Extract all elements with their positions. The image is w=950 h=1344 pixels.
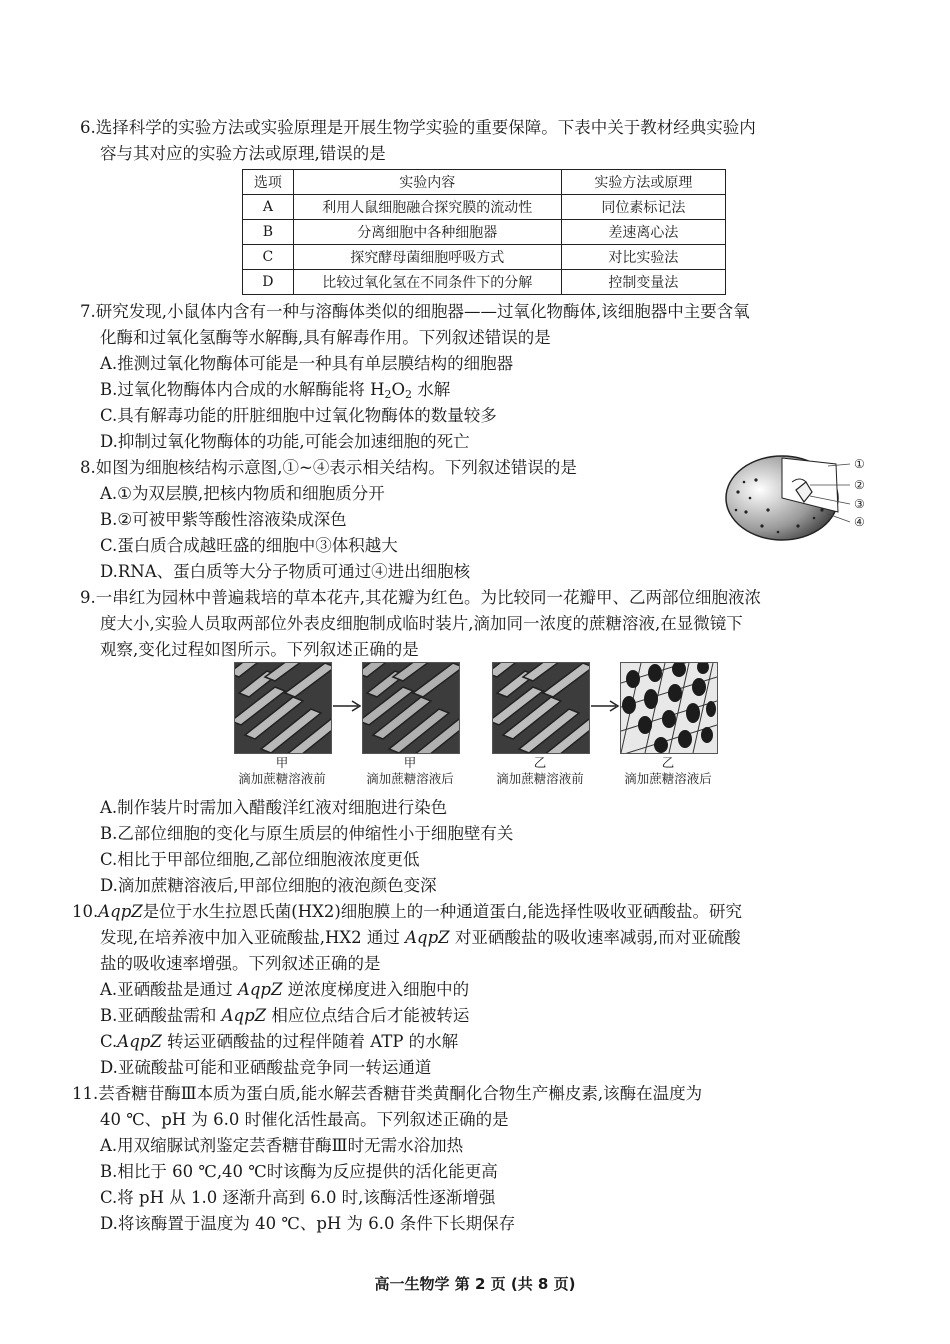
diagram-label-2: ② (854, 478, 865, 492)
q6-stem-line2: 容与其对应的实验方法或原理,错误的是 (100, 144, 386, 163)
q9-option-d: D.滴加蔗糖溶液后,甲部位细胞的液泡颜色变深 (100, 876, 437, 895)
arrow-icon (332, 699, 362, 713)
table-cell: 同位素标记法 (561, 195, 725, 220)
table-row (243, 195, 726, 220)
table-cell: 比较过氧化氢在不同条件下的分解 (293, 270, 561, 295)
q8-option-a: A.①为双层膜,把核内物质和细胞质分开 (100, 484, 385, 503)
micrograph-yi-before (492, 662, 590, 754)
q7-option-b-text: B.过氧化物酶体内合成的水解酶能将 H (100, 380, 385, 399)
gene-name: AqpZ (237, 980, 283, 999)
micrograph-yi-after (620, 662, 718, 754)
q10-text: B.亚硒酸盐需和 (100, 1006, 222, 1025)
table-cell: 探究酵母菌细胞呼吸方式 (293, 245, 561, 270)
table-cell: 利用人鼠细胞融合探究膜的流动性 (293, 195, 561, 220)
caption-jia-after (345, 755, 475, 787)
q9-option-c: C.相比于甲部位细胞,乙部位细胞液浓度更低 (100, 850, 420, 869)
q6-experiment-table (242, 169, 726, 295)
q10-number: 10. (72, 902, 99, 921)
caption-part: 甲 (403, 755, 417, 770)
micrograph-jia-before (234, 662, 332, 754)
q10-text: 转运亚硒酸盐的过程伴随着 ATP 的水解 (161, 1032, 459, 1051)
q7-stem-line2: 化酶和过氧化氢酶等水解酶,具有解毒作用。下列叙述错误的是 (100, 328, 551, 347)
gene-name: AqpZ (98, 902, 143, 921)
q11-stem-line2: 40 ℃、pH 为 6.0 时催化活性最高。下列叙述正确的是 (100, 1110, 509, 1129)
q8-stem-line1: 8.如图为细胞核结构示意图,①~④表示相关结构。下列叙述错误的是 (80, 458, 577, 477)
q9-option-b: B.乙部位细胞的变化与原生质层的伸缩性小于细胞壁有关 (100, 824, 514, 843)
arrow-icon (590, 699, 620, 713)
q7-stem-line1: 7.研究发现,小鼠体内含有一种与溶酶体类似的细胞器——过氧化物酶体,该细胞器中主要含氧 (80, 302, 750, 321)
q7-option-b-text: O (391, 380, 406, 399)
q10-text: A.亚硒酸盐是通过 (100, 980, 238, 999)
q10-option-c (100, 1029, 458, 1055)
q11-option-b: B.相比于 60 ℃,40 ℃时该酶为反应提供的活化能更高 (100, 1162, 498, 1181)
q8-option-b: B.②可被甲紫等酸性溶液染成深色 (100, 510, 347, 529)
subscript: 2 (405, 388, 413, 401)
table-row (243, 245, 726, 270)
q10-text: 相应位点结合后才能被转运 (266, 1006, 470, 1025)
table-cell: D (243, 270, 294, 295)
table-cell: 分离细胞中各种细胞器 (293, 220, 561, 245)
table-header-cell: 实验方法或原理 (561, 170, 725, 195)
q7-option-c: C.具有解毒功能的肝脏细胞中过氧化物酶体的数量较多 (100, 406, 497, 425)
q10-stem-line1 (72, 899, 742, 925)
q8-option-d: D.RNA、蛋白质等大分子物质可通过④进出细胞核 (100, 562, 471, 581)
caption-yi-before (475, 755, 605, 787)
caption-label: 滴加蔗糖溶液后 (366, 771, 454, 786)
cell-pattern (363, 663, 459, 753)
q10-text: 逆浓度梯度进入细胞中的 (282, 980, 470, 999)
page-footer: 高一生物学 第 2 页 (共 8 页) (374, 1275, 576, 1293)
cell-pattern (493, 663, 589, 753)
caption-label: 滴加蔗糖溶液前 (496, 771, 584, 786)
subscript: 2 (384, 388, 392, 401)
q7-option-d: D.抑制过氧化物酶体的功能,可能会加速细胞的死亡 (100, 432, 470, 451)
nucleus-diagram (718, 452, 888, 542)
q10-option-b (100, 1003, 469, 1029)
q9-stem-line3: 观察,变化过程如图所示。下列叙述正确的是 (100, 640, 419, 659)
table-cell: 控制变量法 (561, 270, 725, 295)
q9-option-a: A.制作装片时需加入醋酸洋红液对细胞进行染色 (100, 798, 448, 817)
table-row (243, 270, 726, 295)
q6-stem-line1: 6.选择科学的实验方法或实验原理是开展生物学实验的重要保障。下表中关于教材经典实验内 (80, 118, 756, 137)
table-cell: 对比实验法 (561, 245, 725, 270)
gene-name: AqpZ (117, 1032, 162, 1051)
q11-option-d: D.将该酶置于温度为 40 ℃、pH 为 6.0 条件下长期保存 (100, 1214, 516, 1233)
caption-label: 滴加蔗糖溶液后 (624, 771, 712, 786)
table-header-cell: 选项 (243, 170, 294, 195)
caption-yi-after (603, 755, 733, 787)
diagram-label-4: ④ (854, 515, 865, 529)
caption-part: 甲 (275, 755, 289, 770)
q7-option-a: A.推测过氧化物酶体可能是一种具有单层膜结构的细胞器 (100, 354, 514, 373)
q11-option-c: C.将 pH 从 1.0 逐渐升高到 6.0 时,该酶活性逐渐增强 (100, 1188, 496, 1207)
gene-name: AqpZ (405, 928, 450, 947)
table-row (243, 220, 726, 245)
cell-pattern (235, 663, 331, 753)
q10-text: C. (100, 1032, 118, 1051)
q10-text: 是位于水生拉恩氏菌(HX2)细胞膜上的一种通道蛋白,能选择性吸收亚硒酸盐。研究 (142, 902, 743, 921)
q9-stem-line2: 度大小,实验人员取两部位外表皮细胞制成临时装片,滴加同一浓度的蔗糖溶液,在显微镜下 (100, 614, 743, 633)
q10-text: 发现,在培养液中加入亚硫酸盐,HX2 通过 (100, 928, 406, 947)
table-cell: C (243, 245, 294, 270)
gene-name: AqpZ (221, 1006, 267, 1025)
table-cell: 差速离心法 (561, 220, 725, 245)
q10-stem-line3: 盐的吸收速率增强。下列叙述正确的是 (100, 954, 381, 973)
q7-option-b-text: 水解 (412, 380, 451, 399)
q11-option-a: A.用双缩脲试剂鉴定芸香糖苷酶Ⅲ时无需水浴加热 (100, 1136, 464, 1155)
table-cell: B (243, 220, 294, 245)
q10-option-d: D.亚硫酸盐可能和亚硒酸盐竞争同一转运通道 (100, 1058, 432, 1077)
diagram-label-1: ① (854, 457, 865, 471)
q10-stem-line2 (100, 925, 741, 951)
caption-label: 滴加蔗糖溶液前 (238, 771, 326, 786)
plasmolysis-pattern (621, 663, 717, 753)
q8-option-c: C.蛋白质合成越旺盛的细胞中③体积越大 (100, 536, 398, 555)
caption-jia-before (217, 755, 347, 787)
q10-text: 对亚硒酸盐的吸收速率减弱,而对亚硫酸 (449, 928, 741, 947)
caption-part: 乙 (661, 755, 675, 770)
caption-part: 乙 (533, 755, 547, 770)
micrograph-jia-after (362, 662, 460, 754)
table-cell: A (243, 195, 294, 220)
table-header-row (243, 170, 726, 195)
q10-option-a (100, 977, 469, 1003)
q11-stem-line1: 11.芸香糖苷酶Ⅲ本质为蛋白质,能水解芸香糖苷类黄酮化合物生产槲皮素,该酶在温度为 (72, 1084, 703, 1103)
table-header-cell: 实验内容 (293, 170, 561, 195)
diagram-label-3: ③ (854, 497, 865, 511)
q9-stem-line1: 9.一串红为园林中普遍栽培的草本花卉,其花瓣为红色。为比较同一花瓣甲、乙两部位细胞液浓 (80, 588, 761, 607)
